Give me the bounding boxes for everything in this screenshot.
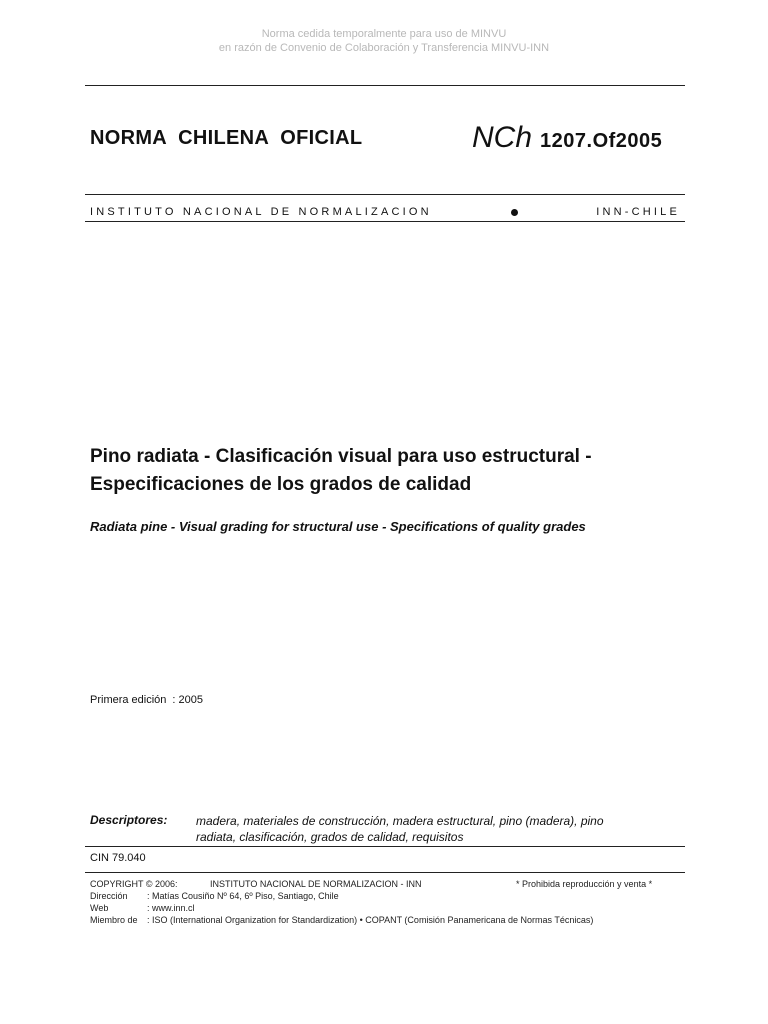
- institute-abbrev: INN-CHILE: [596, 206, 680, 218]
- direccion-value: : Matías Cousiño Nº 64, 6º Piso, Santiago, Chile: [147, 891, 339, 901]
- prohibited-notice: * Prohibida reproducción y venta *: [516, 879, 653, 889]
- edition-label: Primera edición: [90, 694, 167, 706]
- watermark-line-1: Norma cedida temporalmente para uso de MINVU: [261, 28, 507, 40]
- copyright-label: COPYRIGHT © 2006:: [90, 879, 178, 889]
- institute-line: [90, 206, 680, 218]
- title-spanish-line-1: Pino radiata - Clasificación visual para uso estructural -: [90, 446, 592, 467]
- institute-bottom-rule: [85, 221, 685, 222]
- title-spanish-line-2: Especificaciones de los grados de calidad: [90, 474, 472, 495]
- standard-code: [472, 121, 662, 155]
- watermark-line-2: en razón de Convenio de Colaboración y Transferencia MINVU-INN: [218, 42, 550, 54]
- miembro-value: : ISO (International Organization for Standardization) • COPANT (Comisión Panamericana de Normas Técnicas): [147, 915, 594, 925]
- title-english: Radiata pine - Visual grading for structural use - Specifications of quality grades: [90, 519, 586, 534]
- title-spanish: [90, 443, 690, 499]
- edition-value: : 2005: [172, 694, 204, 706]
- cin-code: CIN 79.040: [90, 852, 146, 864]
- institute-name: INSTITUTO NACIONAL DE NORMALIZACION: [90, 206, 432, 218]
- watermark: [0, 27, 768, 55]
- footer-rule: [85, 872, 685, 873]
- descriptors-text: [196, 813, 686, 845]
- descriptors-label: Descriptores:: [90, 813, 168, 827]
- top-rule: [85, 85, 685, 86]
- institute-top-rule: [85, 194, 685, 195]
- direccion-label: Dirección: [90, 891, 128, 901]
- descriptors-rule: [85, 846, 685, 847]
- web-label: Web: [90, 903, 109, 913]
- bullet-icon: [511, 209, 518, 216]
- descriptors-line-2: radiata, clasificación, grados de calidad, requisitos: [196, 830, 464, 844]
- norma-heading: NORMA CHILENA OFICIAL: [90, 127, 363, 149]
- edition-line: [90, 694, 203, 706]
- descriptors-line-1: madera, materiales de construcción, madera estructural, pino (madera), pino: [196, 814, 604, 828]
- standard-number: 1207.Of2005: [540, 130, 663, 152]
- copyright-value: INSTITUTO NACIONAL DE NORMALIZACION - INN: [210, 879, 422, 889]
- miembro-label: Miembro de: [90, 915, 138, 925]
- standard-prefix: NCh: [472, 121, 533, 154]
- web-value: : www.inn.cl: [147, 903, 195, 913]
